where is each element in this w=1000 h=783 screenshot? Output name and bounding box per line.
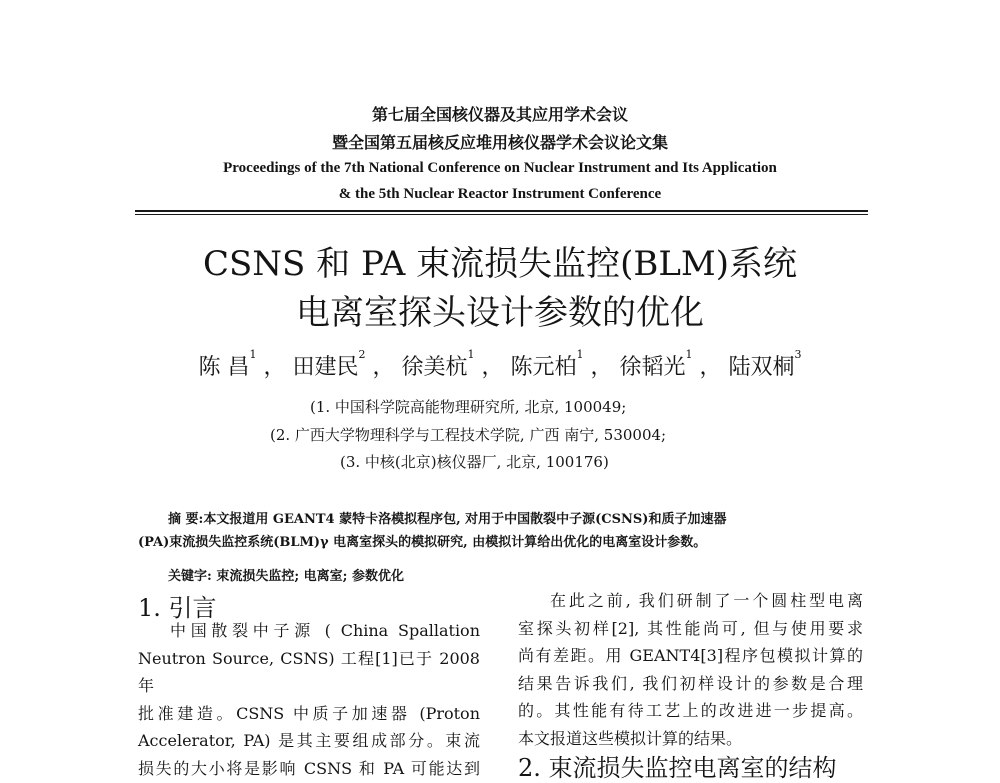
- header-rule-thick: [135, 210, 868, 212]
- author: 田建民$^2$: [292, 348, 366, 380]
- body-line: 的。其性能有待工艺上的改进进一步提高。: [518, 701, 863, 720]
- paper-title-line-2: 电离室探头设计参数的优化: [296, 293, 704, 333]
- keywords-text: 束流损失监控; 电离室; 参数优化: [216, 569, 404, 584]
- proceedings-title-zh-2: 暨全国第五届核反应堆用核仪器学术会议论文集: [331, 133, 668, 152]
- author: 陆双桐$^3$: [728, 348, 802, 380]
- body-line: Accelerator, PA) 是其主要组成部分。束流: [138, 731, 480, 750]
- keywords: [168, 565, 404, 584]
- body-line: 室探头初样[2], 其性能尚可, 但与使用要求: [518, 618, 863, 638]
- author: 徐韬光$^1$: [619, 348, 693, 380]
- body-line: 在此之前, 我们研制了一个圆柱型电离: [550, 591, 863, 610]
- author: 徐美杭$^1$: [401, 348, 475, 380]
- header-rule-thin: [135, 214, 868, 215]
- abstract-text-2: (PA)束流损失监控系统(BLM)γ 电离室探头的模拟研究, 由模拟计算给出优化的电离室设计参数。: [138, 535, 707, 550]
- body-column-right: [518, 587, 863, 752]
- section-1-heading: 1. 引言: [138, 594, 217, 622]
- body-line: 本文报道这些模拟计算的结果。: [518, 728, 743, 748]
- body-line: Neutron Source, CSNS) 工程[1]已于 2008 年: [138, 648, 480, 695]
- proceedings-title-zh-1: 第七届全国核仪器及其应用学术会议: [371, 105, 628, 124]
- proceedings-title-en-2: & the 5th Nuclear Reactor Instrument Conference: [338, 186, 662, 202]
- abstract-label: 摘 要:: [168, 512, 204, 527]
- affiliation-2: (2. 广西大学物理科学与工程技术学院, 广西 南宁, 530004;: [270, 426, 667, 444]
- affiliation-3: (3. 中核(北京)核仪器厂, 北京, 100176): [340, 453, 609, 471]
- body-line: 批准建造。CSNS 中质子加速器 (Proton: [138, 703, 480, 723]
- abstract: [138, 508, 858, 554]
- affiliation-1: (1. 中国科学院高能物理研究所, 北京, 100049;: [310, 398, 627, 416]
- body-column-left: [138, 617, 480, 782]
- body-line: 尚有差距。用 GEANT4[3]程序包模拟计算的: [518, 646, 863, 665]
- section-2-heading: 2. 束流损失监控电离室的结构: [518, 754, 837, 782]
- abstract-text-1: 本文报道用 GEANT4 蒙特卡洛模拟程序包, 对用于中国散裂中子源(CSNS)和质子加速器: [203, 512, 727, 527]
- proceedings-title-en-1: Proceedings of the 7th National Conference on Nuclear Instrument and Its Application: [223, 160, 777, 176]
- keywords-label: 关键字:: [168, 569, 212, 584]
- author: 陈元柏$^1$: [510, 348, 584, 380]
- paper-title-line-1: CSNS 和 PA 束流损失监控(BLM)系统: [203, 244, 797, 284]
- body-line: 结果告诉我们, 我们初样设计的参数是合理: [518, 673, 863, 693]
- body-line: 中国散裂中子源 ( China Spallation: [170, 621, 480, 640]
- body-line: 损失的大小将是影响 CSNS 和 PA 可能达到: [138, 758, 480, 778]
- author-list: 陈 昌$^1$ ， 田建民$^2$ ， 徐美杭$^1$ ， 陈元柏$^1$ ， 徐韬光$^1$ ， 陆双桐$^3$: [198, 348, 802, 380]
- author: 陈 昌$^1$: [198, 348, 257, 380]
